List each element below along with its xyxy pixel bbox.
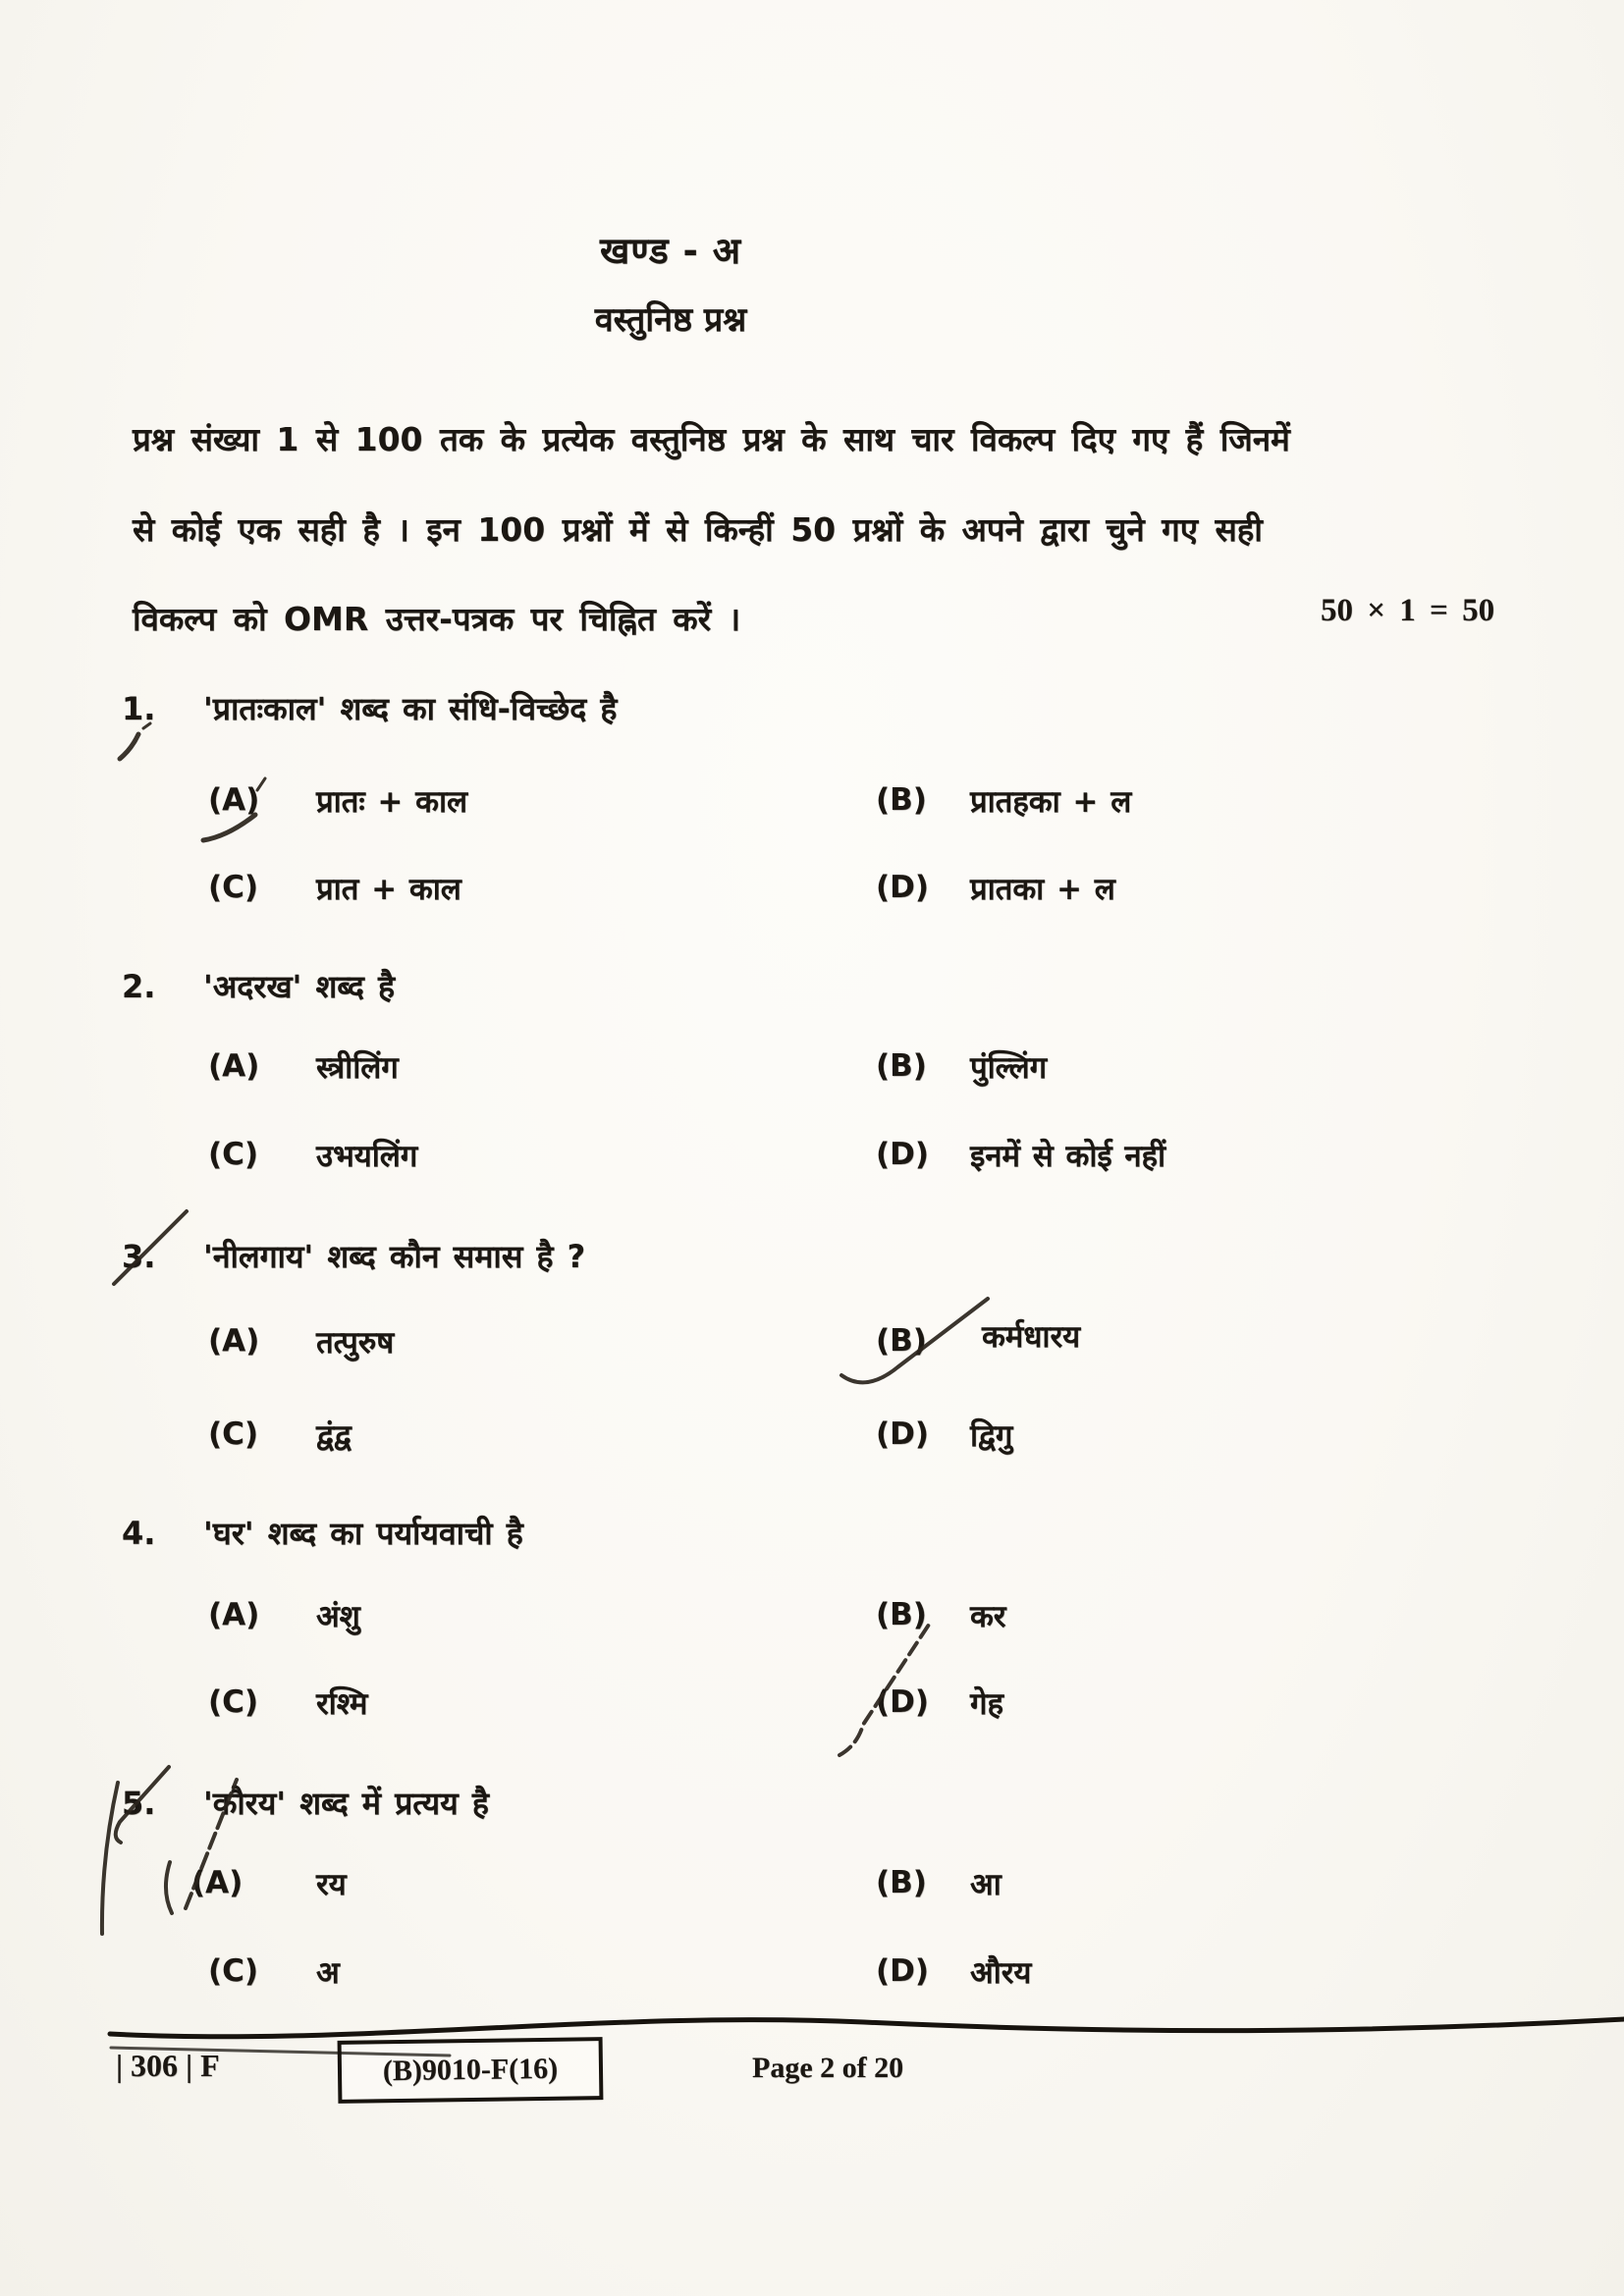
question-2-text: 'अदरख' शब्द है (203, 968, 395, 1005)
question-1-option-b-label: (B) (876, 782, 927, 818)
question-5-option-c-text: अ (316, 1955, 340, 1991)
question-4-number: 4. (122, 1515, 156, 1552)
section-title: खण्ड - अ (599, 230, 742, 272)
instructions-line-3: विकल्प को OMR उत्तर-पत्रक पर चिह्नित करें । (133, 600, 741, 638)
question-1-option-a-label: (A) (208, 782, 260, 818)
question-2-option-a-label: (A) (208, 1048, 260, 1084)
question-5-option-a-text: रय (316, 1867, 347, 1902)
question-4-option-c-label: (C) (208, 1684, 259, 1720)
question-5-option-a-label: (A) (191, 1865, 244, 1900)
footer-paper-code-box (338, 2037, 604, 2104)
question-3-option-d-text: द्विगु (970, 1418, 1013, 1454)
footer-booklet-code: | 306 | F (116, 2048, 220, 2083)
pen-mark-q1-option-a-check (203, 815, 255, 840)
question-1-number: 1. (122, 690, 156, 727)
question-5-option-c-label: (C) (208, 1953, 259, 1989)
question-2-option-b-text: पुंल्लिंग (970, 1050, 1048, 1086)
question-3-option-c-text: द्वंद्व (316, 1418, 352, 1454)
question-3-option-a-text: तत्पुरुष (316, 1325, 395, 1361)
question-2-option-b-label: (B) (876, 1048, 927, 1084)
question-5-option-b-label: (B) (876, 1865, 927, 1900)
footer-page-indicator: Page 2 of 20 (752, 2052, 904, 2084)
question-1-option-a-text: प्रातः + काल (316, 784, 468, 820)
question-1-option-d-text: प्रातका + ल (970, 872, 1115, 907)
pen-mark-q5-option-a-bracket (166, 1862, 172, 1913)
question-4-option-b-label: (B) (876, 1597, 927, 1632)
question-3-text: 'नीलगाय' शब्द कौन समास है ? (203, 1238, 586, 1275)
question-5-option-d-text: औरय (970, 1955, 1032, 1991)
question-1-option-b-text: प्रातहका + ल (970, 784, 1132, 820)
question-5-option-b-text: आ (970, 1867, 1001, 1902)
question-2-option-c-text: उभयलिंग (316, 1139, 418, 1174)
question-2-number: 2. (122, 968, 156, 1005)
question-4-option-a-label: (A) (208, 1597, 260, 1632)
question-1-option-d-label: (D) (876, 870, 930, 905)
question-5-number: 5. (122, 1785, 156, 1822)
question-4-option-d-label: (D) (876, 1684, 930, 1720)
question-2-option-a-text: स्त्रीलिंग (316, 1050, 399, 1086)
question-3-option-b-label: (B) (876, 1323, 927, 1359)
question-5-option-d-label: (D) (876, 1953, 930, 1989)
question-1-option-c-text: प्रात + काल (316, 872, 461, 907)
pen-mark-q1-number-comma (120, 734, 138, 759)
question-4-option-b-text: कर (970, 1599, 1006, 1634)
question-4-option-a-text: अंशु (316, 1599, 360, 1634)
question-3-option-b-text: कर्मधारय (982, 1319, 1081, 1355)
question-2-option-c-label: (C) (208, 1137, 259, 1172)
question-2-option-d-text: इनमें से कोई नहीं (970, 1139, 1166, 1174)
question-1-option-c-label: (C) (208, 870, 259, 905)
question-4-option-d-text: गेह (970, 1686, 1003, 1722)
question-3-number: 3. (122, 1238, 156, 1275)
pen-mark-q5-number-curl (102, 1783, 118, 1934)
footer-paper-code: (B)9010-F(16) (382, 2052, 559, 2088)
question-4-text: 'घर' शब्द का पर्यायवाची है (203, 1515, 523, 1552)
question-3-option-c-label: (C) (208, 1416, 259, 1452)
marks-scheme: 50 × 1 = 50 (1321, 593, 1495, 628)
question-2-option-d-label: (D) (876, 1137, 930, 1172)
question-5-text: 'कौरय' शब्द में प्रत्यय है (203, 1785, 489, 1822)
footer-rule (110, 2019, 1624, 2037)
section-subtitle: वस्तुनिष्ठ प्रश्न (594, 300, 747, 340)
question-4-option-c-text: रश्मि (316, 1686, 368, 1722)
question-1-text: 'प्रातःकाल' शब्द का संधि-विच्छेद है (203, 690, 618, 727)
instructions-line-1: प्रश्न संख्या 1 से 100 तक के प्रत्येक वस्तुनिष्ठ प्रश्न के साथ चार विकल्प दिए गए हैं जिनमें (133, 420, 1290, 458)
question-3-option-d-label: (D) (876, 1416, 930, 1452)
question-3-option-a-label: (A) (208, 1323, 260, 1359)
instructions-line-2: से कोई एक सही है । इन 100 प्रश्नों में से किन्हीं 50 प्रश्नों के अपने द्वारा चुने गए सही (133, 510, 1263, 549)
